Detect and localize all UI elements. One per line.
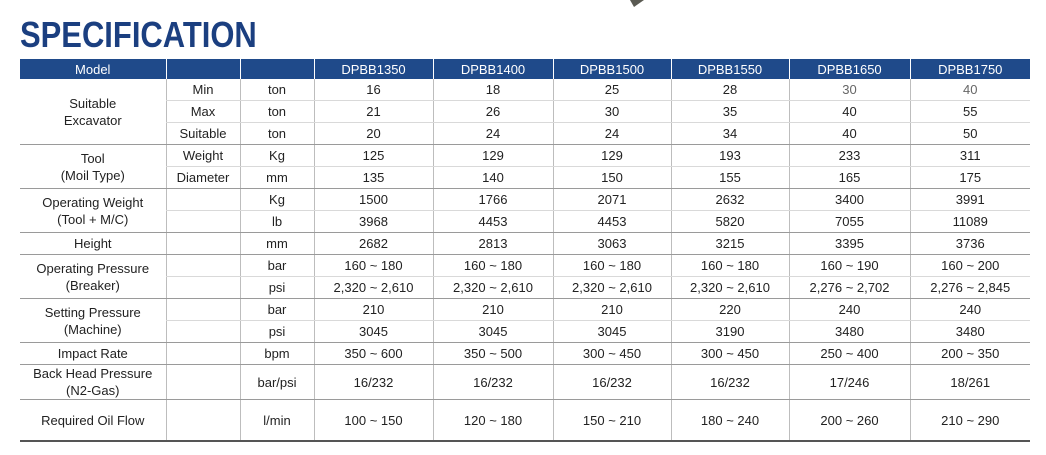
row-unit: bar [240,299,314,321]
header-model: DPBB1400 [433,59,553,79]
table-row [20,343,1030,365]
row-sublabel [166,255,240,277]
header-row [20,59,1030,79]
value-cell: 11089 [910,211,1030,233]
value-cell: 3045 [314,321,433,343]
value-cell: 16/232 [314,365,433,400]
row-label-line: (N2-Gas) [66,383,120,398]
value-cell: 30 [553,101,671,123]
value-cell: 3395 [789,233,910,255]
value-cell: 2071 [553,189,671,211]
table-row [20,211,1030,233]
row-unit: bpm [240,343,314,365]
row-label [20,400,166,442]
row-label [20,79,166,145]
row-label-line: (Machine) [63,321,122,337]
row-sublabel [166,321,240,343]
table-row [20,189,1030,211]
table-row [20,365,1030,400]
row-unit: mm [240,167,314,189]
value-cell: 300 ~ 450 [671,343,789,365]
row-label [20,343,166,365]
row-label-line: Tool [80,150,105,166]
header-blank-sub [166,59,240,79]
value-cell: 135 [314,167,433,189]
table-row [20,321,1030,343]
value-cell: 160 ~ 200 [910,255,1030,277]
value-cell: 311 [910,145,1030,167]
value-cell: 26 [433,101,553,123]
value-cell: 180 ~ 240 [671,400,789,442]
value-cell: 2813 [433,233,553,255]
row-sublabel [166,299,240,321]
row-label-line: Required Oil Flow [41,412,145,428]
row-label-line: Impact Rate [57,346,128,361]
header-model: DPBB1550 [671,59,789,79]
row-unit: ton [240,79,314,101]
value-cell: 160 ~ 180 [553,255,671,277]
value-cell: 3480 [910,321,1030,343]
row-sublabel [166,400,240,442]
row-sublabel: Suitable [166,123,240,145]
value-cell: 16/232 [553,365,671,400]
table-row [20,123,1030,145]
value-cell: 34 [671,123,789,145]
row-label [20,233,166,255]
value-cell: 17/246 [789,365,910,400]
value-cell: 16/232 [433,365,553,400]
value-cell: 250 ~ 400 [789,343,910,365]
value-cell: 3215 [671,233,789,255]
header-blank-unit [240,59,314,79]
value-cell: 3400 [789,189,910,211]
row-unit: Kg [240,189,314,211]
row-label-line: Back Head Pressure [33,366,153,381]
value-cell: 160 ~ 180 [671,255,789,277]
row-unit: bar [240,255,314,277]
value-cell: 40 [789,101,910,123]
value-cell: 24 [433,123,553,145]
value-cell: 165 [789,167,910,189]
value-cell: 2,320 ~ 2,610 [671,277,789,299]
value-cell: 55 [910,101,1030,123]
row-unit: Kg [240,145,314,167]
row-unit: ton [240,123,314,145]
value-cell: 129 [553,145,671,167]
table-row [20,255,1030,277]
value-cell: 1766 [433,189,553,211]
value-cell: 2,276 ~ 2,702 [789,277,910,299]
table-row [20,400,1030,442]
value-cell: 350 ~ 600 [314,343,433,365]
value-cell: 18 [433,79,553,101]
row-label-line: (Breaker) [65,277,120,293]
row-sublabel [166,277,240,299]
value-cell: 3480 [789,321,910,343]
value-cell: 200 ~ 260 [789,400,910,442]
value-cell: 210 ~ 290 [910,400,1030,442]
value-cell: 125 [314,145,433,167]
row-sublabel [166,189,240,211]
value-cell: 350 ~ 500 [433,343,553,365]
value-cell: 28 [671,79,789,101]
value-cell: 4453 [433,211,553,233]
value-cell: 240 [789,299,910,321]
table-row [20,79,1030,101]
row-unit: bar/psi [240,365,314,400]
value-cell: 2632 [671,189,789,211]
value-cell: 20 [314,123,433,145]
value-cell: 150 [553,167,671,189]
row-label [20,255,166,299]
row-label-line: Height [73,236,112,251]
value-cell: 3190 [671,321,789,343]
value-cell: 18/261 [910,365,1030,400]
row-sublabel [166,233,240,255]
table-row [20,233,1030,255]
header-label-model: Model [20,59,166,79]
table-row [20,167,1030,189]
value-cell: 155 [671,167,789,189]
table-row [20,145,1030,167]
row-unit: psi [240,277,314,299]
row-label-line: Operating Pressure [36,260,150,276]
decorative-shape-icon [630,0,644,7]
header-model: DPBB1350 [314,59,433,79]
row-sublabel: Diameter [166,167,240,189]
value-cell: 3045 [553,321,671,343]
value-cell: 3063 [553,233,671,255]
value-cell: 2682 [314,233,433,255]
row-sublabel: Weight [166,145,240,167]
value-cell: 210 [314,299,433,321]
row-label [20,299,166,343]
row-sublabel: Max [166,101,240,123]
page-title: SPECIFICATION [20,14,257,55]
value-cell: 16 [314,79,433,101]
value-cell: 129 [433,145,553,167]
value-cell: 16/232 [671,365,789,400]
row-sublabel [166,343,240,365]
value-cell: 50 [910,123,1030,145]
value-cell: 160 ~ 180 [433,255,553,277]
value-cell: 220 [671,299,789,321]
row-unit: ton [240,101,314,123]
value-cell: 160 ~ 180 [314,255,433,277]
row-label [20,365,166,400]
header-model: DPBB1750 [910,59,1030,79]
row-label-line: Setting Pressure [44,304,141,320]
value-cell: 175 [910,167,1030,189]
value-cell: 4453 [553,211,671,233]
table-row [20,299,1030,321]
value-cell: 35 [671,101,789,123]
value-cell: 25 [553,79,671,101]
value-cell: 2,320 ~ 2,610 [433,277,553,299]
header-model: DPBB1650 [789,59,910,79]
value-cell: 3045 [433,321,553,343]
value-cell: 160 ~ 190 [789,255,910,277]
value-cell: 5820 [671,211,789,233]
value-cell: 1500 [314,189,433,211]
value-cell: 240 [910,299,1030,321]
value-cell: 21 [314,101,433,123]
value-cell: 24 [553,123,671,145]
row-sublabel: Min [166,79,240,101]
value-cell: 3736 [910,233,1030,255]
row-unit: l/min [240,400,314,442]
row-label [20,145,166,189]
row-sublabel [166,211,240,233]
value-cell: 120 ~ 180 [433,400,553,442]
specification-table [20,59,1030,442]
row-unit: psi [240,321,314,343]
value-cell: 3968 [314,211,433,233]
table-row [20,277,1030,299]
row-sublabel [166,365,240,400]
value-cell: 233 [789,145,910,167]
value-cell: 100 ~ 150 [314,400,433,442]
row-label [20,189,166,233]
value-cell: 210 [553,299,671,321]
specification-body [20,79,1030,441]
value-cell: 3991 [910,189,1030,211]
value-cell: 2,320 ~ 2,610 [314,277,433,299]
table-row [20,101,1030,123]
value-cell: 2,320 ~ 2,610 [553,277,671,299]
value-cell: 210 [433,299,553,321]
value-cell: 2,276 ~ 2,845 [910,277,1030,299]
row-unit: lb [240,211,314,233]
value-cell: 7055 [789,211,910,233]
row-label-line: Operating Weight [42,194,144,210]
value-cell: 200 ~ 350 [910,343,1030,365]
value-cell: 140 [433,167,553,189]
row-label-line: (Tool + M/C) [57,211,129,227]
value-cell: 30 [789,79,910,101]
row-label-line: (Moil Type) [60,167,125,183]
value-cell: 150 ~ 210 [553,400,671,442]
row-unit: mm [240,233,314,255]
value-cell: 193 [671,145,789,167]
value-cell: 40 [910,79,1030,101]
value-cell: 300 ~ 450 [553,343,671,365]
header-model: DPBB1500 [553,59,671,79]
row-label-line: Excavator [63,112,122,128]
value-cell: 40 [789,123,910,145]
row-label-line: Suitable [69,95,117,111]
